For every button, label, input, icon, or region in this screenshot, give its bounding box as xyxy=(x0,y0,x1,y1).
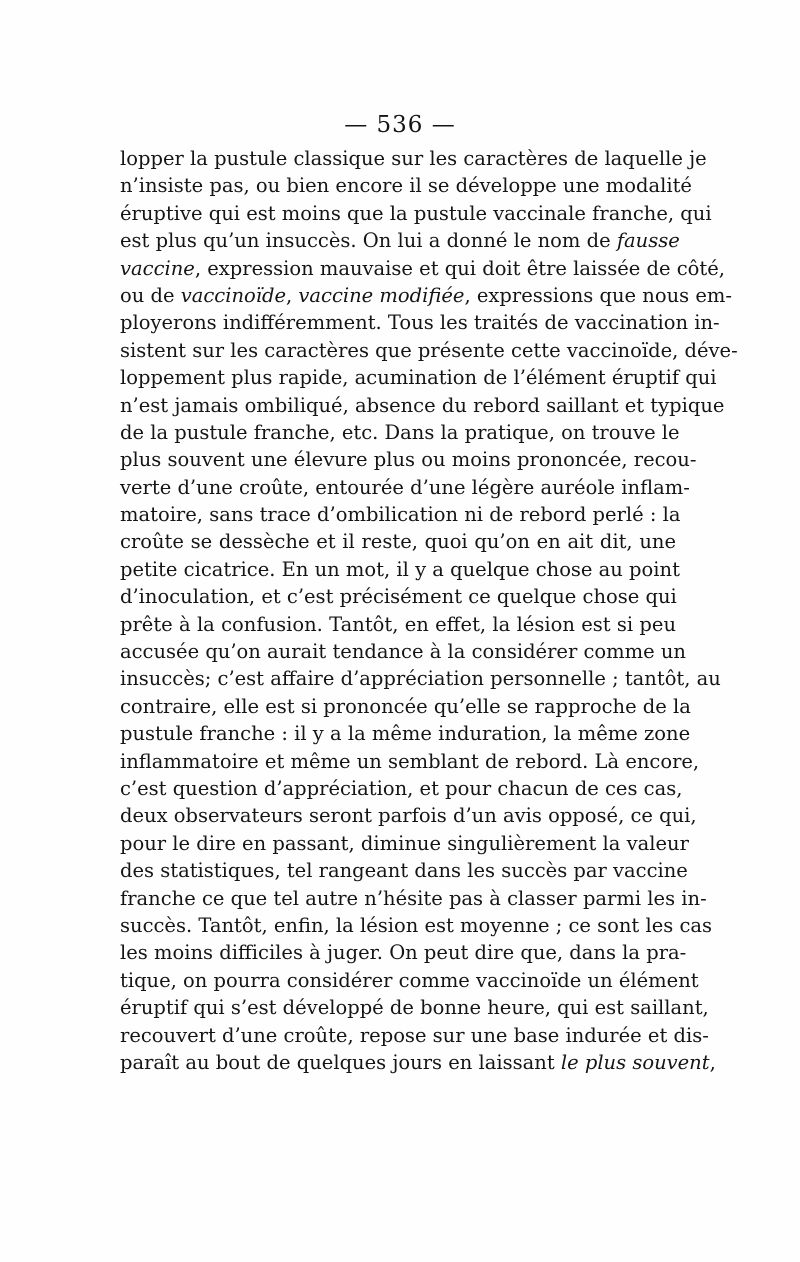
text-line xyxy=(120,200,712,227)
italic-text: vaccine xyxy=(120,256,195,280)
text-segment: éruptif qui s’est développé de bonne heure, qui est saillant, xyxy=(120,996,709,1020)
text-line xyxy=(120,282,732,309)
text-line xyxy=(120,501,681,528)
text-segment: n’insiste pas, ou bien encore il se développe une modalité xyxy=(120,174,692,198)
text-segment: éruptive qui est moins que la pustule vaccinale franche, qui xyxy=(120,201,712,225)
text-line xyxy=(120,885,707,912)
text-line xyxy=(120,474,690,501)
text-segment: d’inoculation, et c’est précisément ce quelque chose qui xyxy=(120,585,677,609)
italic-text: le plus souvent xyxy=(560,1050,710,1074)
text-segment: pustule franche : il y a la même induration, la même zone xyxy=(120,722,691,746)
text-segment: , xyxy=(286,283,299,307)
text-line xyxy=(120,912,713,939)
text-segment: tique, on pourra considérer comme vaccinoïde un élément xyxy=(120,968,699,992)
text-line xyxy=(120,255,725,282)
text-line xyxy=(120,446,697,473)
text-segment: de la pustule franche, etc. Dans la pratique, on trouve le xyxy=(120,420,680,444)
text-segment: , expression mauvaise et qui doit être laissée de côté, xyxy=(194,256,725,280)
text-line xyxy=(120,556,680,583)
text-segment: contraire, elle est si prononcée qu’elle se rapproche de la xyxy=(120,694,691,718)
text-segment: franche ce que tel autre n’hésite pas à classer parmi les in- xyxy=(120,886,707,910)
text-segment: prête à la confusion. Tantôt, en effet, la lésion est si peu xyxy=(120,612,676,636)
text-line xyxy=(120,583,676,610)
text-line xyxy=(120,802,697,829)
text-segment: n’est jamais ombiliqué, absence du rebord saillant et typique xyxy=(120,393,725,417)
text-line xyxy=(120,364,717,391)
text-line xyxy=(120,939,687,966)
text-segment: ployerons indifféremment. Tous les traités de vaccination in- xyxy=(120,311,720,335)
italic-text: vaccine modifiée xyxy=(298,283,465,307)
text-segment: , expressions que nous em- xyxy=(464,283,732,307)
page-number: — 536 — xyxy=(344,112,456,138)
text-line xyxy=(120,638,686,665)
text-segment: matoire, sans trace d’ombilication ni de rebord perlé : la xyxy=(120,503,681,527)
text-line xyxy=(120,611,676,638)
text-line xyxy=(120,392,725,419)
text-line xyxy=(120,775,683,802)
text-segment: plus souvent une élevure plus ou moins prononcée, recou- xyxy=(120,448,697,472)
text-line xyxy=(120,994,709,1021)
text-segment: succès. Tantôt, enfin, la lésion est moyenne ; ce sont les cas xyxy=(120,913,713,937)
text-line xyxy=(120,309,720,336)
text-line xyxy=(120,419,680,446)
text-segment: inflammatoire et même un semblant de rebord. Là encore, xyxy=(120,749,700,773)
text-segment: paraît au bout de quelques jours en laissant xyxy=(120,1050,561,1074)
text-segment: pour le dire en passant, diminue singulièrement la valeur xyxy=(120,831,689,855)
text-segment: accusée qu’on aurait tendance à la considérer comme un xyxy=(120,640,686,664)
text-segment: recouvert d’une croûte, repose sur une base indurée et dis- xyxy=(120,1023,709,1047)
text-segment: croûte se dessèche et il reste, quoi qu’on en ait dit, une xyxy=(120,530,676,554)
text-segment: verte d’une croûte, entourée d’une légère auréole inflam- xyxy=(120,475,690,499)
italic-text: fausse xyxy=(616,229,680,253)
text-segment: les moins difficiles à juger. On peut dire que, dans la pra- xyxy=(120,941,687,965)
text-segment: sistent sur les caractères que présente cette vaccinoïde, déve- xyxy=(120,338,738,362)
text-segment: c’est question d’appréciation, et pour chacun de ces cas, xyxy=(120,776,683,800)
text-line xyxy=(120,172,692,199)
text-line xyxy=(120,1049,716,1076)
text-line xyxy=(120,830,689,857)
text-segment: loppement plus rapide, acumination de l’élément éruptif qui xyxy=(120,366,717,390)
text-line xyxy=(120,145,707,172)
text-line xyxy=(120,528,676,555)
text-line xyxy=(120,857,688,884)
text-line xyxy=(120,693,691,720)
text-segment: insuccès; c’est affaire d’appréciation personnelle ; tantôt, au xyxy=(120,667,721,691)
text-segment: petite cicatrice. En un mot, il y a quelque chose au point xyxy=(120,557,680,581)
text-line xyxy=(120,1022,709,1049)
text-line xyxy=(120,665,721,692)
text-segment: lopper la pustule classique sur les caractères de laquelle je xyxy=(120,147,707,170)
text-line xyxy=(120,748,700,775)
italic-text: vaccinoïde xyxy=(180,283,286,307)
text-line xyxy=(120,720,691,747)
text-line xyxy=(120,227,680,254)
body-text xyxy=(120,145,738,1076)
text-line xyxy=(120,337,738,364)
text-segment: , xyxy=(709,1050,716,1074)
text-segment: deux observateurs seront parfois d’un avis opposé, ce qui, xyxy=(120,804,697,828)
text-segment: est plus qu’un insuccès. On lui a donné le nom de xyxy=(120,229,617,253)
text-segment: des statistiques, tel rangeant dans les succès par vaccine xyxy=(120,859,688,883)
text-segment: ou de xyxy=(120,283,181,307)
text-line xyxy=(120,967,699,994)
